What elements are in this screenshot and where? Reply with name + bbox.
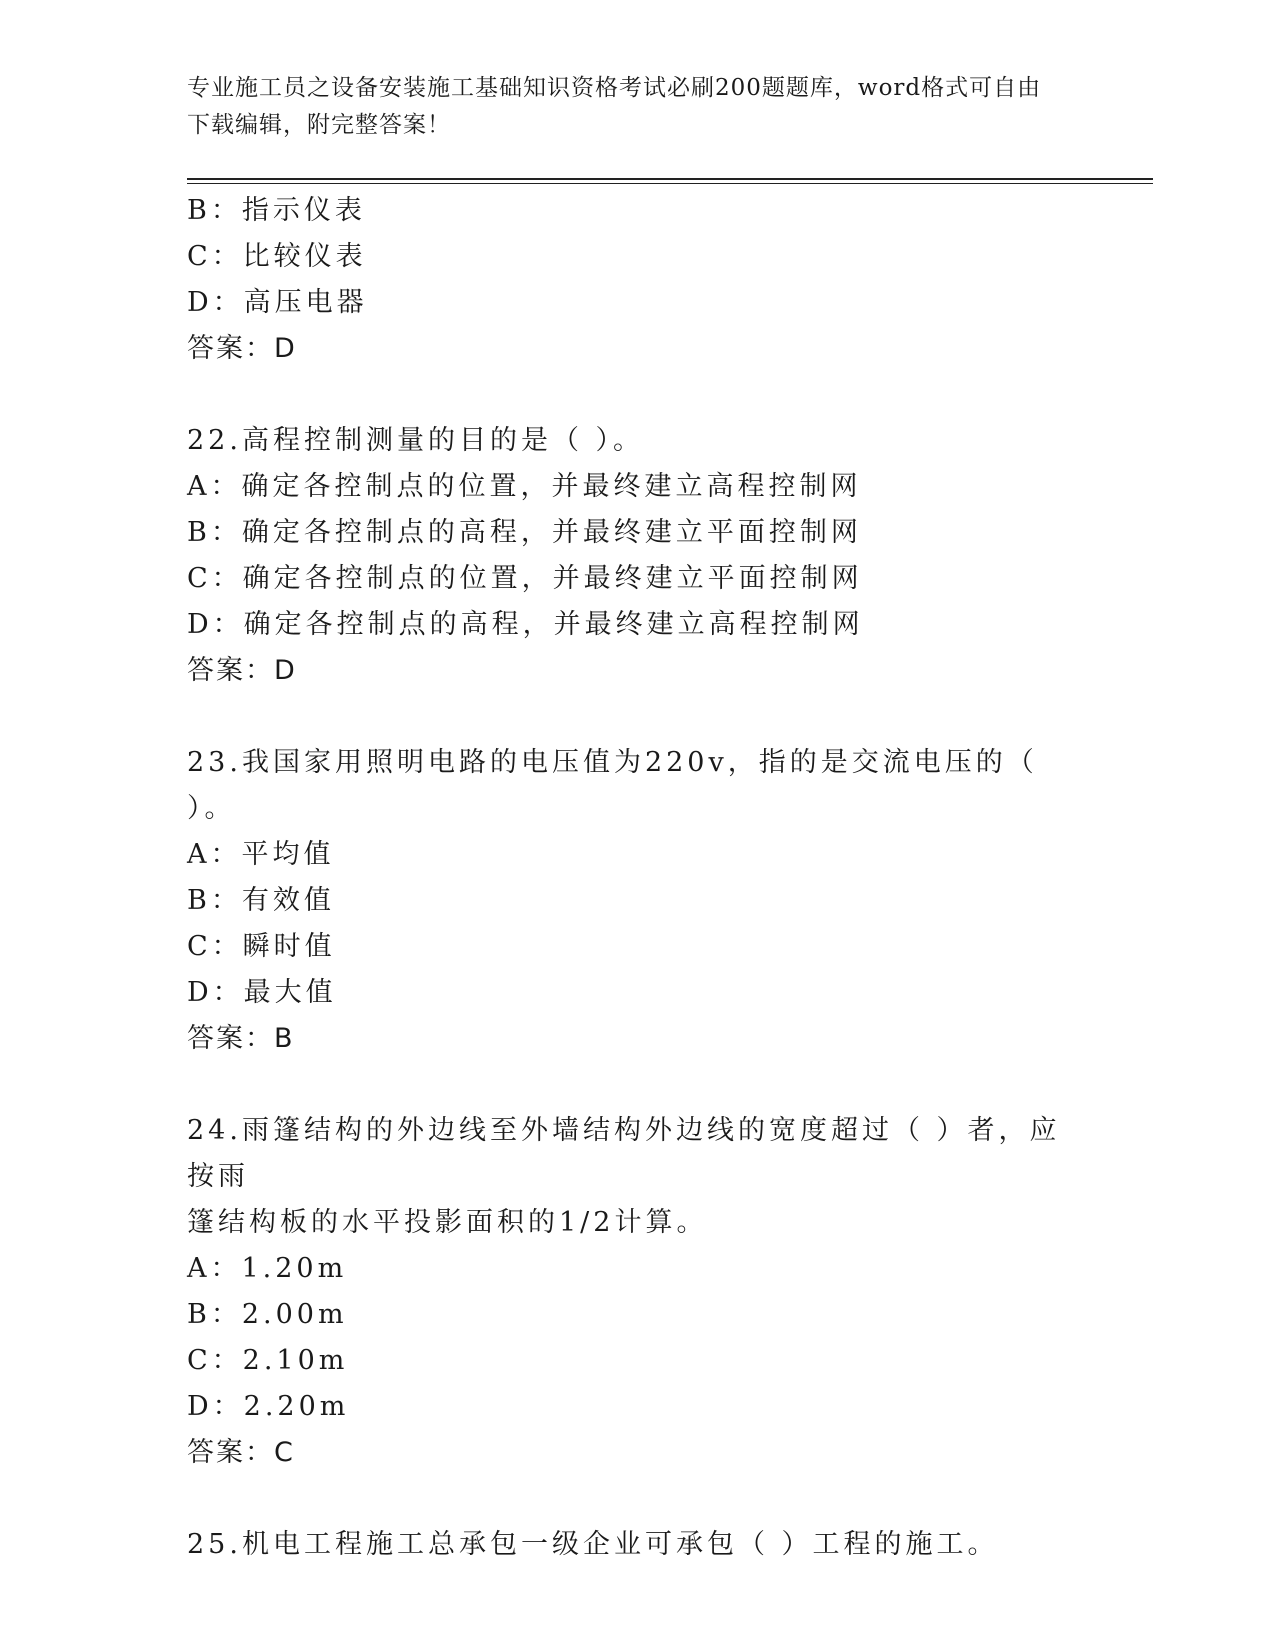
spacer [187,1476,1087,1522]
answer-line: 答案：D [187,333,297,364]
question-21-tail [187,188,1087,372]
option-d: D：确定各控制点的高程，并最终建立高程控制网 [187,609,864,640]
option-a: A：1.20m [187,1253,348,1284]
question-stem: 23.我国家用照明电路的电压值为220v，指的是交流电压的（ ）。 [187,747,1038,824]
question-24 [187,1108,1087,1476]
header-rule-thick [187,178,1153,180]
spacer [187,372,1087,418]
question-stem: 25.机电工程施工总承包一级企业可承包（ ）工程的施工。 [187,1529,999,1560]
question-23 [187,740,1087,1062]
option-b: B：2.00m [187,1299,348,1330]
header-line-2: 下载编辑，附完整答案！ [187,112,451,138]
header-line-1: 专业施工员之设备安装施工基础知识资格考试必刷200题题库，word格式可自由 [187,75,1042,101]
document-header [187,70,1087,144]
answer-line: 答案：B [187,1023,295,1054]
question-stem-line-1: 24.雨篷结构的外边线至外墙结构外边线的宽度超过（ ）者，应按雨 [187,1115,1061,1192]
question-25 [187,1522,1087,1568]
option-b: B：指示仪表 [187,195,366,226]
answer-line: 答案：C [187,1437,295,1468]
option-d: D：2.20m [187,1391,350,1422]
option-d: D：高压电器 [187,287,368,318]
option-c: C：确定各控制点的位置，并最终建立平面控制网 [187,563,863,594]
option-a: A：平均值 [187,839,335,870]
option-b: B：确定各控制点的高程，并最终建立平面控制网 [187,517,862,548]
spacer [187,1062,1087,1108]
option-b: B：有效值 [187,885,335,916]
question-22 [187,418,1087,694]
option-c: C：瞬时值 [187,931,336,962]
option-d: D：最大值 [187,977,337,1008]
answer-line: 答案：D [187,655,297,686]
spacer [187,694,1087,740]
question-stem-line-2: 篷结构板的水平投影面积的1/2计算。 [187,1207,708,1238]
option-c: C：2.10m [187,1345,349,1376]
question-list [187,188,1087,1568]
option-a: A：确定各控制点的位置，并最终建立高程控制网 [187,471,862,502]
option-c: C：比较仪表 [187,241,367,272]
header-rule-thin [187,183,1153,184]
question-stem: 22.高程控制测量的目的是（ ）。 [187,425,645,456]
